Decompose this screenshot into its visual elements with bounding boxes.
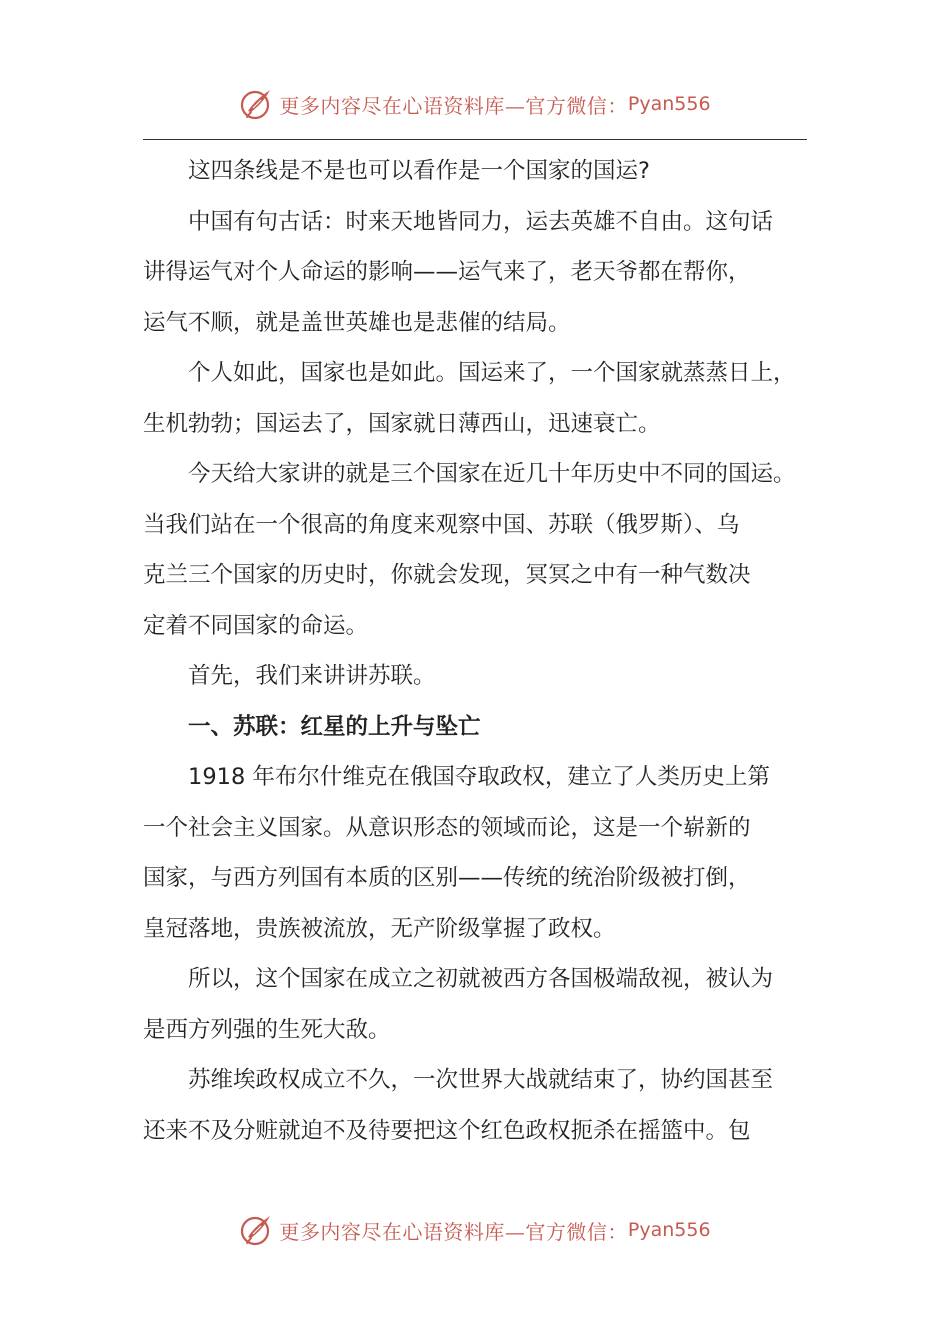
footer-banner-wechat-id: Pyan556 (627, 1219, 711, 1241)
footer-banner-text: 更多内容尽在心语资料库—官方微信： (279, 1219, 628, 1244)
header-divider (143, 139, 807, 140)
paragraph-6: 1918 年布尔什维克在俄国夺取政权，建立了人类历史上第 一个社会主义国家。从意识形态的领域而论，这是一个崭新的 国家，与西方列国有本质的区别——传统的统治阶级被打倒， 皇冠落地，贵族被流放，无产阶级掌握了政权。 (143, 764, 770, 942)
paragraph-3: 个人如此，国家也是如此。国运来了，一个国家就蒸蒸日上， 生机勃勃；国运去了，国家就日薄西山，迅速衰亡。 (143, 360, 796, 437)
paragraph-4: 今天给大家讲的就是三个国家在近几十年历史中不同的国运。 当我们站在一个很高的角度来观察中国、苏联（俄罗斯）、乌 克兰三个国家的历史时，你就会发现，冥冥之中有一种气数决 定着不同国家的命运。 (143, 461, 796, 639)
document-body (143, 146, 823, 1156)
quill-logo-icon (239, 87, 273, 121)
paragraph-7: 所以，这个国家在成立之初就被西方各国极端敌视，被认为 是西方列强的生死大敌。 (143, 966, 774, 1043)
header-banner-wechat-id: Pyan556 (627, 93, 711, 115)
paragraph-8: 苏维埃政权成立不久，一次世界大战就结束了，协约国甚至 还来不及分赃就迫不及待要把这个红色政权扼杀在摇篮中。包 (143, 1067, 774, 1144)
paragraph-2: 中国有句古话：时来天地皆同力，运去英雄不自由。这句话 讲得运气对个人命运的影响——运气来了，老天爷都在帮你， 运气不顺，就是盖世英雄也是悲催的结局。 (143, 208, 774, 336)
quill-logo-icon (239, 1213, 273, 1247)
paragraph-5: 首先，我们来讲讲苏联。 (188, 663, 436, 689)
footer-watermark-banner (0, 1210, 950, 1250)
header-banner-text: 更多内容尽在心语资料库—官方微信： (279, 93, 628, 118)
section-heading: 一、苏联：红星的上升与坠亡 (188, 713, 481, 740)
header-watermark-banner (0, 84, 950, 124)
paragraph-1: 这四条线是不是也可以看作是一个国家的国运? (188, 158, 650, 184)
